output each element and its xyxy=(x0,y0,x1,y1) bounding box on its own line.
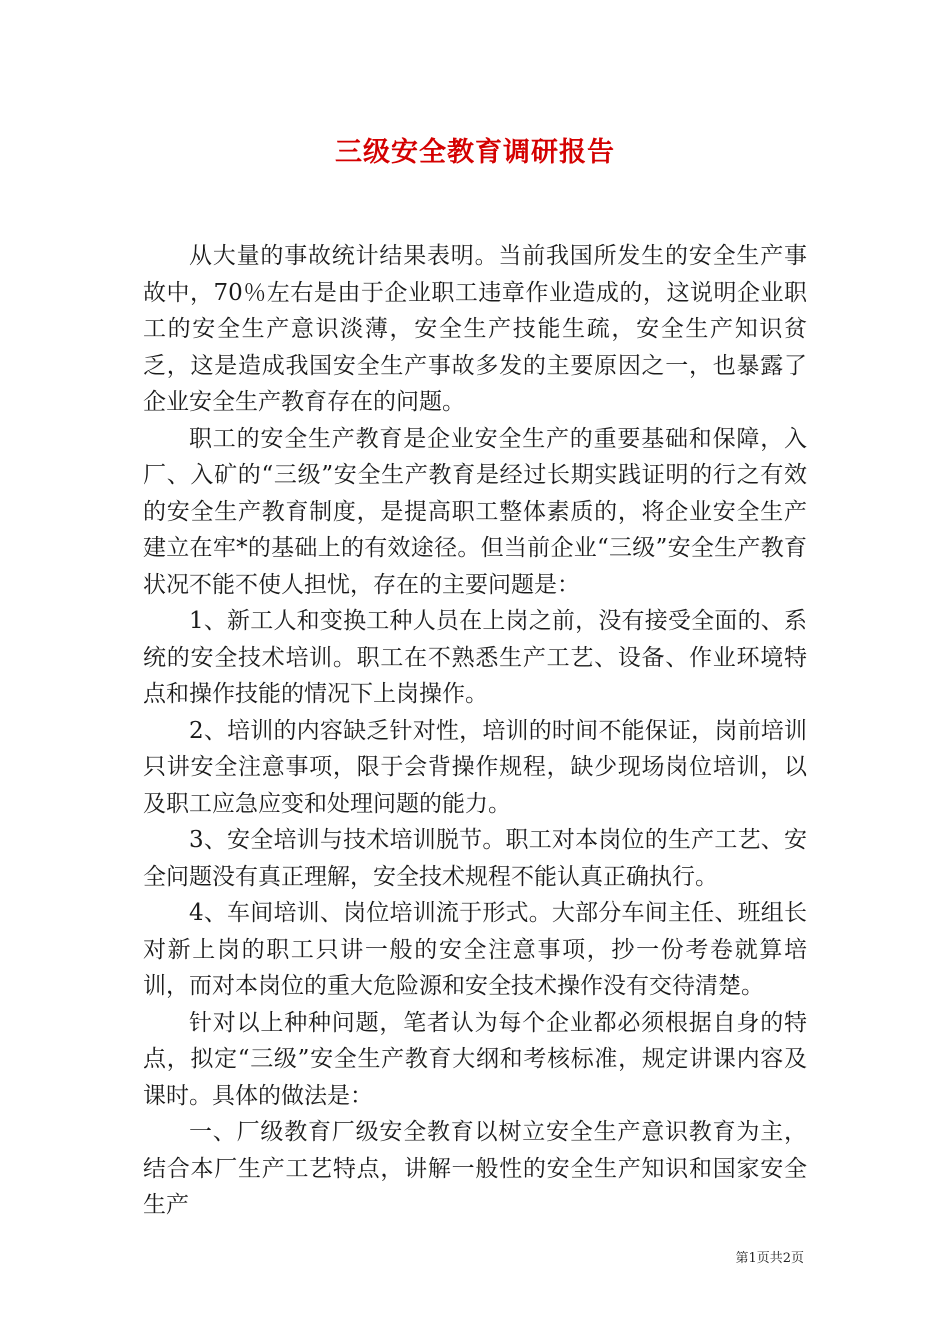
document-body xyxy=(143,238,807,1224)
paragraph-6: 4、车间培训、岗位培训流于形式。大部分车间主任、班组长对新上岗的职工只讲一般的安全注意事项，抄一份考卷就算培训，而对本岗位的重大危险源和安全技术操作没有交待清楚。 xyxy=(143,900,807,999)
paragraph-8: 一、厂级教育厂级安全教育以树立安全生产意识教育为主，结合本厂生产工艺特点，讲解一般性的安全生产知识和国家安全生产 xyxy=(143,1119,807,1218)
paragraph-7: 针对以上种种问题，笔者认为每个企业都必须根据自身的特点，拟定“三级”安全生产教育大纲和考核标准，规定讲课内容及课时。具体的做法是： xyxy=(143,1009,807,1109)
document-title: 三级安全教育调研报告 xyxy=(335,137,615,168)
paragraph-2: 职工的安全生产教育是企业安全生产的重要基础和保障，入厂、入矿的“三级”安全生产教育是经过长期实践证明的行之有效的安全生产教育制度，是提高职工整体素质的，将企业安全生产建立在牢*的基础上的有效途径。但当前企业“三级”安全生产教育状况不能不使人担忧，存在的主要问题是： xyxy=(143,425,807,598)
page-number: 第1页共2页 xyxy=(735,1251,804,1266)
paragraph-5: 3、安全培训与技术培训脱节。职工对本岗位的生产工艺、安全问题没有真正理解，安全技术规程不能认真正确执行。 xyxy=(143,827,807,890)
paragraph-1: 从大量的事故统计结果表明。当前我国所发生的安全生产事故中，70％左右是由于企业职工违章作业造成的，这说明企业职工的安全生产意识淡薄，安全生产技能生疏，安全生产知识贫乏，这是造成我国安全生产事故多发的主要原因之一，也暴露了企业安全生产教育存在的问题。 xyxy=(143,243,807,415)
paragraph-4: 2、培训的内容缺乏针对性，培训的时间不能保证，岗前培训只讲安全注意事项，限于会背操作规程，缺少现场岗位培训，以及职工应急应变和处理问题的能力。 xyxy=(143,717,807,817)
paragraph-3: 1、新工人和变换工种人员在上岗之前，没有接受全面的、系统的安全技术培训。职工在不熟悉生产工艺、设备、作业环境特点和操作技能的情况下上岗操作。 xyxy=(143,608,807,707)
